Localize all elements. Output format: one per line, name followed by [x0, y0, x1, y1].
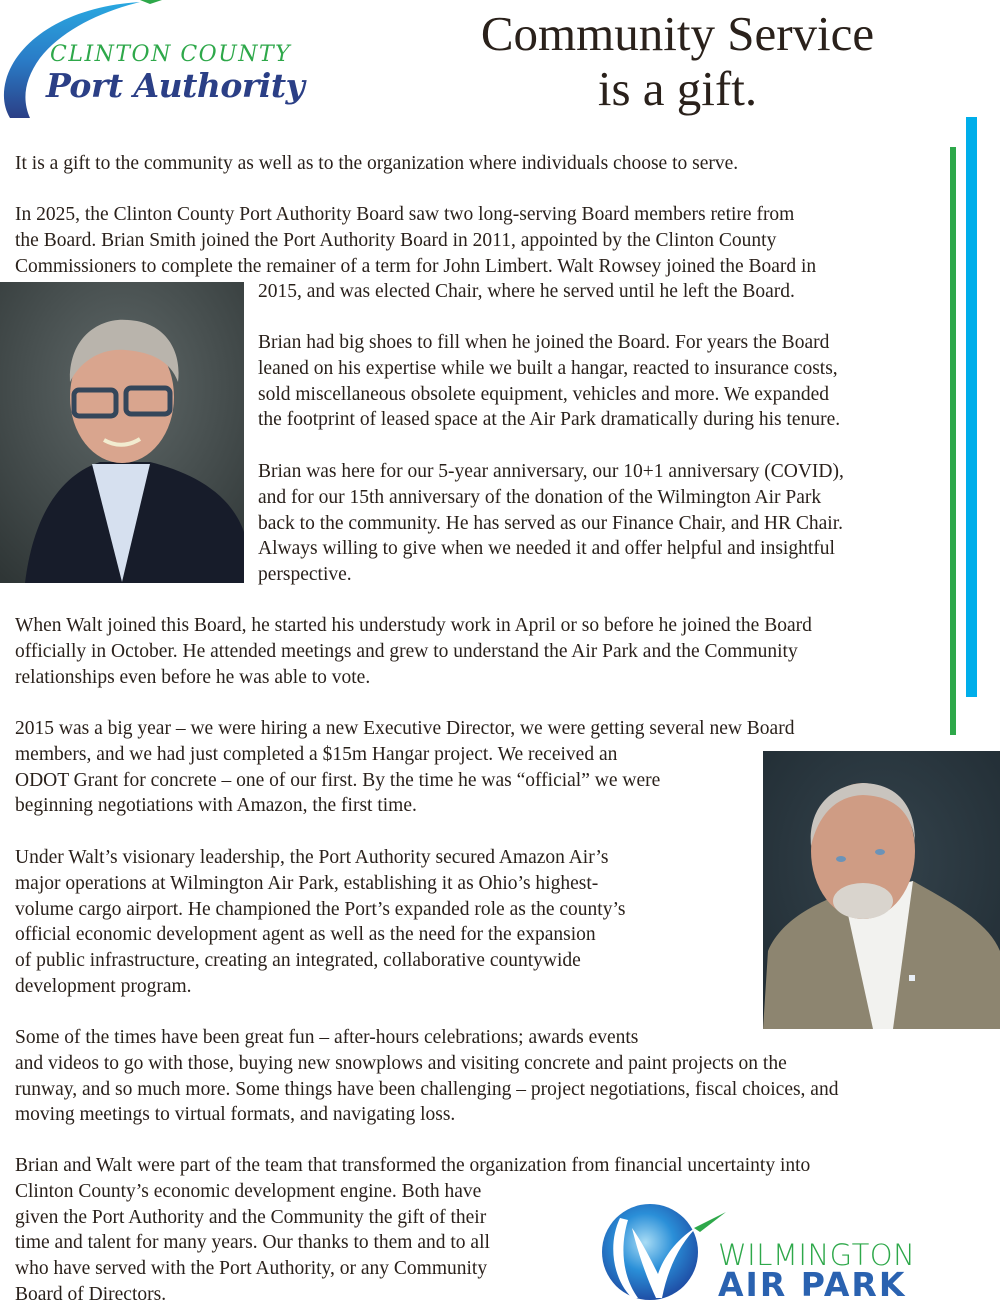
- text-line: Brian had big shoes to fill when he joined the Board. For years the Board: [258, 332, 830, 353]
- title-line-1: Community Service: [480, 6, 875, 61]
- globe-icon: [598, 1198, 728, 1303]
- paragraph-2015: [15, 716, 794, 819]
- paragraph-brian-expertise: [258, 330, 840, 433]
- text-line: of public infrastructure, creating an integrated, collaborative countywide: [15, 950, 581, 972]
- paragraph-walt-joined: [15, 613, 812, 690]
- text-line: who have served with the Port Authority, or any Community: [15, 1258, 488, 1280]
- text-line: members, and we had just completed a $15m Hangar project. We received an: [15, 743, 618, 765]
- text-line: Under Walt’s visionary leadership, the Port Authority secured Amazon Air’s: [15, 847, 609, 868]
- text-line: moving meetings to virtual formats, and navigating loss.: [15, 1104, 456, 1126]
- text-line: ODOT Grant for concrete – one of our first. By the time he was “official” we were: [15, 769, 661, 791]
- text-line: officially in October. He attended meetings and grew to understand the Air Park and the Community: [15, 640, 798, 662]
- text-line: and for our 15th anniversary of the donation of the Wilmington Air Park: [258, 486, 822, 508]
- page-title: [420, 6, 935, 116]
- logo-line-clinton-county: CLINTON COUNTY: [50, 42, 292, 67]
- text-line: Board of Directors.: [15, 1283, 167, 1305]
- text-line: Always willing to give when we needed it and offer helpful and insightful: [258, 538, 835, 560]
- text-line: official economic development agent as well as the need for the expansion: [15, 924, 596, 946]
- text-line: runway, and so much more. Some things have been challenging – project negotiations, fiscal choices, and: [15, 1078, 839, 1100]
- text-line: development program.: [15, 975, 192, 997]
- paragraph-intro: [15, 151, 738, 177]
- text-line: the Board. Brian Smith joined the Port Authority Board in 2011, appointed by the Clinton County: [15, 229, 777, 251]
- text-line: When Walt joined this Board, he started his understudy work in April or so before he joined the Board: [15, 615, 812, 636]
- text-line: major operations at Wilmington Air Park, establishing it as Ohio’s highest-: [15, 872, 599, 894]
- title-line-2: is a gift.: [597, 61, 758, 116]
- text-line: and videos to go with those, buying new snowplows and visiting concrete and paint projects on the: [15, 1052, 787, 1074]
- paragraph-brian-anniversaries: [258, 459, 844, 588]
- decorative-blue-bar: [966, 117, 977, 697]
- text-line: perspective.: [258, 564, 352, 586]
- text-line: relationships even before he was able to vote.: [15, 666, 371, 688]
- text-line: Commissioners to complete the remainer of a term for John Limbert. Walt Rowsey joined the Board in: [15, 255, 817, 277]
- brian-smith-photo: [0, 282, 244, 583]
- walt-rowsey-photo: [763, 751, 1000, 1029]
- text-line: beginning negotiations with Amazon, the first time.: [15, 795, 417, 817]
- wilmington-air-park-logo: [598, 1198, 978, 1303]
- text-line: leaned on his expertise while we built a hangar, reacted to insurance costs,: [258, 357, 838, 379]
- text-line: In 2025, the Clinton County Port Authority Board saw two long-serving Board members retire from: [15, 204, 795, 225]
- paragraph-great-fun: [15, 1025, 838, 1128]
- text-line: Brian and Walt were part of the team that transformed the organization from financial uncertainty into: [15, 1155, 811, 1176]
- text-line: the footprint of leased space at the Air Park dramatically during his tenure.: [258, 409, 841, 431]
- text-line: Brian was here for our 5-year anniversary, our 10+1 anniversary (COVID),: [258, 461, 844, 482]
- text-line: given the Port Authority and the Community the gift of their: [15, 1206, 487, 1228]
- text-line: back to the community. He has served as our Finance Chair, and HR Chair.: [258, 512, 843, 534]
- text-line: Clinton County’s economic development engine. Both have: [15, 1180, 482, 1202]
- text-line: sold miscellaneous obsolete equipment, vehicles and more. We expanded: [258, 383, 829, 405]
- text-line: time and talent for many years. Our thanks to them and to all: [15, 1232, 490, 1254]
- decorative-green-bar: [950, 147, 956, 735]
- text-line: Some of the times have been great fun – after-hours celebrations; awards events: [15, 1027, 639, 1048]
- text-line: volume cargo airport. He championed the Port’s expanded role as the county’s: [15, 898, 626, 920]
- paragraph-walt-leadership: [15, 845, 625, 1000]
- text-line: It is a gift to the community as well as to the organization where individuals choose to serve.: [15, 153, 739, 174]
- text-line: 2015, and was elected Chair, where he served until he left the Board.: [258, 281, 795, 303]
- text-line: 2015 was a big year – we were hiring a new Executive Director, we were getting several new Board: [15, 718, 795, 739]
- logo-line-wilmington: WILMINGTON: [718, 1238, 916, 1272]
- clinton-county-port-authority-logo: [0, 0, 340, 125]
- logo-line-air-park: AIR PARK: [718, 1265, 907, 1304]
- logo-line-port-authority: Port Authority: [46, 66, 305, 105]
